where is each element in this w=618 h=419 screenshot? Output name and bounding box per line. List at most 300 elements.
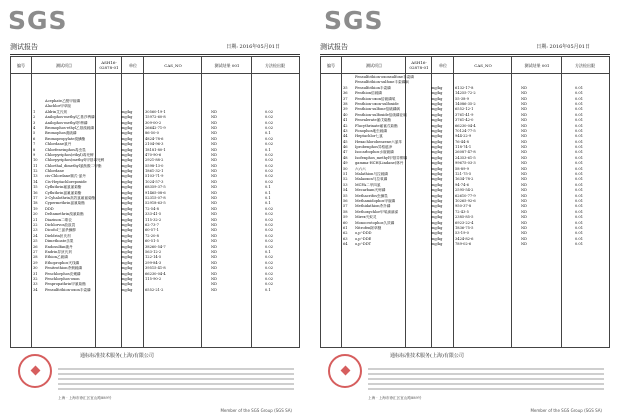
row-unit: mg/kg (431, 177, 443, 182)
row-cas: 115-90-2 (145, 276, 162, 281)
row-item: Fenthion-oxon倍硫磷氧 (355, 96, 396, 101)
row-item: o,p'-DDT (355, 242, 371, 247)
row-item: Aldrin艾氏剂 (45, 109, 68, 114)
row-cas: 1861-32-1 (145, 169, 164, 174)
row-number: 63 (343, 236, 348, 241)
table-row (11, 288, 299, 293)
row-cas: 76-44-8 (455, 139, 469, 144)
col-result: 测试结果 001 (524, 62, 550, 68)
row-item: Fenthion-sulfone倍硫磷砜 (355, 107, 400, 112)
row-cas: 55-38-9 (455, 96, 469, 101)
footer-member: Member of the SGS Group (SGS SA) (220, 408, 292, 413)
row-cas: 72-20-8 (145, 233, 159, 238)
row-number: 42 (343, 123, 348, 128)
row-limit: 0.02 (265, 222, 274, 227)
row-number: 13 (33, 174, 38, 179)
row-unit: mg/kg (431, 128, 443, 133)
row-unit: mg/kg (121, 131, 133, 136)
row-item: Fensulfothion-oxon丰索磷 (45, 287, 91, 292)
row-unit: mg/kg (121, 201, 133, 206)
row-number: 4 (33, 125, 36, 130)
row-unit: mg/kg (431, 172, 443, 177)
row-limit: 0.01 (575, 91, 584, 96)
row-cas: 2385-85-5 (455, 215, 474, 220)
row-item: Chlorthal_dimethyl氯酞酸二甲酯 (45, 163, 102, 168)
row-limit: 0.02 (265, 152, 274, 157)
table-body (321, 75, 609, 347)
row-item: Acephate乙酰甲胺磷 (45, 99, 81, 103)
row-cas: 6923-22-4 (455, 220, 474, 225)
row-item: Mecarbam灭蚜磷 (355, 188, 386, 193)
row-result: ND (211, 201, 218, 206)
row-number: 18 (33, 201, 38, 206)
row-number: 29 (33, 260, 38, 265)
row-unit: mg/kg (121, 249, 133, 254)
row-limit: 0.02 (265, 233, 274, 238)
row-limit: 0.02 (265, 179, 274, 184)
row-limit: 0.01 (575, 204, 584, 209)
row-cas: 1024-57-3 (145, 179, 164, 184)
row-cas: 68359-37-5 (145, 185, 166, 190)
row-unit: mg/kg (121, 125, 133, 130)
row-unit: mg/kg (431, 204, 443, 209)
row-limit: 0.02 (265, 169, 274, 174)
row-cas: 91465-08-6 (145, 190, 166, 195)
row-item: Anilophos-methyl乙基莎稗磷 (45, 115, 95, 120)
row-item: Isofenphos_methyl甲基异柳磷 (355, 155, 408, 160)
row-limit: 0.02 (265, 217, 274, 222)
row-cas: 26087-47-8 (455, 150, 476, 155)
row-cas: 563-12-2 (145, 249, 162, 254)
row-unit: mg/kg (121, 266, 133, 271)
row-item: Dicofol三氯杀螨醇 (45, 228, 76, 233)
row-cas: 4824-78-6 (145, 136, 164, 141)
company-seal-icon (18, 354, 52, 388)
row-item: Bromophos溴硫磷 (45, 131, 77, 136)
row-number: 10 (33, 158, 38, 163)
row-number: 15 (33, 185, 38, 190)
row-item: 六六六 (355, 166, 366, 171)
row-cas: 15972-60-8 (145, 115, 166, 120)
row-limit: 0.01 (575, 220, 584, 225)
row-unit: mg/kg (121, 120, 133, 125)
row-result: ND (211, 287, 218, 292)
row-item: Bromophos-ethyl乙基溴硫磷 (45, 125, 94, 130)
row-number: 30 (33, 266, 38, 271)
row-result: ND (211, 196, 218, 201)
row-number: 38 (343, 101, 348, 106)
company-seal-icon (328, 354, 362, 388)
row-number: 1 (33, 109, 36, 114)
table-header (321, 57, 609, 74)
row-result: ND (521, 225, 528, 230)
row-cas: 52315-07-8 (145, 196, 166, 201)
row-result: ND (211, 206, 218, 211)
row-result: ND (521, 145, 528, 150)
row-number: 6 (33, 136, 36, 141)
row-limit: 0.1 (265, 185, 271, 190)
row-number: 21 (33, 217, 38, 222)
row-cas: 3424-82-6 (455, 236, 474, 241)
row-limit: 0.02 (265, 276, 274, 281)
row-limit: 0.1 (265, 249, 271, 254)
row-unit: mg/kg (431, 150, 443, 155)
row-unit: mg/kg (431, 220, 443, 225)
row-item: gamma-HCH(Lindane)林丹 (355, 161, 404, 166)
row-result: ND (211, 255, 218, 260)
col-method: ASH16-02878-01 (99, 60, 119, 70)
row-number: 9 (33, 152, 36, 157)
row-number: 25 (33, 239, 38, 244)
row-item: Chlordane (45, 169, 64, 174)
row-number: 37 (343, 96, 348, 101)
row-limit: 0.01 (575, 123, 584, 128)
row-result: ND (521, 209, 528, 214)
row-limit: 0.01 (575, 96, 584, 101)
row-item: Fenchlorphos-oxon (45, 276, 80, 281)
footer-company: 通标标准技术服务(上海)有限公司 (390, 353, 464, 359)
row-result: ND (521, 166, 528, 171)
row-result: ND (211, 136, 218, 141)
row-item: Ethoprophos灭线磷 (45, 260, 80, 265)
row-item: Methidathion杀扑磷 (355, 204, 391, 209)
row-item: Endosulfan硫丹 (45, 244, 73, 249)
row-unit: mg/kg (121, 228, 133, 233)
col-limit: 方法检出限 (575, 62, 595, 68)
row-number: 35 (343, 85, 348, 90)
row-cas: 58-89-9 (455, 166, 469, 171)
row-cas: 309-00-2 (145, 120, 162, 125)
row-result: ND (211, 152, 218, 157)
row-item: Endrin异狄氏剂 (45, 249, 72, 254)
row-limit: 0.01 (575, 231, 584, 236)
row-number: 62 (343, 231, 348, 236)
row-cas: 5598-13-0 (145, 163, 164, 168)
row-unit: mg/kg (121, 163, 133, 168)
row-unit: mg/kg (431, 112, 443, 117)
row-unit: mg/kg (431, 161, 443, 166)
row-item: Fenchlorphos皮蝇磷 (45, 271, 81, 276)
row-unit: mg/kg (431, 134, 443, 139)
row-cas: 121-75-5 (455, 172, 472, 177)
row-unit: mg/kg (121, 142, 133, 147)
row-result: ND (211, 120, 218, 125)
row-unit: mg/kg (431, 193, 443, 198)
col-result: 测试结果 001 (214, 62, 240, 68)
row-result: ND (521, 242, 528, 247)
row-item: Fonophos地虫硫磷 (355, 128, 387, 133)
row-item: Dimethoate乐果 (45, 239, 74, 244)
row-limit: 0.01 (575, 101, 584, 106)
row-limit: 0.01 (575, 161, 584, 166)
row-number: 16 (33, 190, 38, 195)
report-title: 测试报告 (320, 43, 348, 51)
row-unit: mg/kg (121, 222, 133, 227)
row-result: ND (521, 177, 528, 182)
row-cas: 2921-88-2 (145, 158, 164, 163)
row-limit: 0.01 (575, 145, 584, 150)
row-cas: 299-84-3 (145, 260, 162, 265)
row-number: 2 (33, 115, 36, 120)
row-number: 46 (343, 145, 348, 150)
row-cas: 115-32-2 (145, 217, 162, 222)
row-result: ND (211, 115, 218, 120)
row-item: λ-Cyhalothrin高效氯氟氰菊酯 (45, 196, 96, 201)
page-footer (10, 352, 300, 414)
row-result: ND (521, 204, 528, 209)
row-number: 32 (33, 276, 38, 281)
report-date: 日期: 2016年05月01日 (226, 44, 280, 50)
row-result: ND (211, 179, 218, 184)
row-number: 12 (33, 169, 38, 174)
footer-address: 上海 · 上海市徐汇区宜山路889号 (58, 396, 112, 400)
row-result: ND (211, 131, 218, 136)
row-cas: 86-50-0 (145, 131, 159, 136)
row-number: 3 (33, 120, 36, 125)
row-item: Chlorpyriphos(ethyl)毒死蜱 (45, 152, 94, 157)
row-result: ND (521, 96, 528, 101)
results-table (320, 56, 610, 348)
row-item: Fenvalerate氰戊菊酯 (355, 118, 391, 123)
row-cas: 99675-03-3 (455, 161, 476, 166)
row-unit: mg/kg (121, 169, 133, 174)
row-cas: 60-51-5 (145, 239, 159, 244)
row-result: ND (521, 134, 528, 139)
row-item: Malaoxon马拉氧磷 (355, 177, 388, 182)
row-item: Heptachlor七氯 (355, 134, 383, 139)
row-result: ND (521, 155, 528, 160)
row-limit: 0.02 (265, 109, 274, 114)
row-number: 45 (343, 139, 348, 144)
sgs-logo: SGS (324, 6, 384, 35)
row-item: Fenpropathrin甲氰菊酯 (45, 282, 86, 287)
row-result: ND (521, 123, 528, 128)
row-result: ND (521, 85, 528, 90)
row-limit: 0.02 (265, 115, 274, 120)
row-result: ND (211, 260, 218, 265)
row-item: Cypermethrin氯氰菊酯 (45, 201, 85, 206)
row-unit: mg/kg (431, 85, 443, 90)
row-unit: mg/kg (121, 255, 133, 260)
row-cas: 6552-12-1 (455, 107, 474, 112)
row-item: Alachlor甲草胺 (45, 104, 72, 109)
page-header (320, 42, 610, 55)
report-date: 日期: 2016年05月01日 (536, 44, 590, 50)
row-number: 27 (33, 249, 38, 254)
row-item: Methacrifos虫螨畏 (355, 193, 388, 198)
row-unit: mg/kg (431, 107, 443, 112)
row-unit: mg/kg (121, 179, 133, 184)
row-result: ND (211, 169, 218, 174)
row-item: Monocrotophos久效磷 (355, 220, 395, 225)
row-item: Dieldrin狄氏剂 (45, 233, 71, 238)
row-number: 24 (33, 233, 38, 238)
row-number: 11 (33, 163, 38, 168)
table-body (11, 99, 299, 347)
row-number: 58 (343, 209, 348, 214)
row-number: 22 (33, 222, 38, 227)
row-limit: 0.01 (575, 118, 584, 123)
row-item: Fenthion-sulfoxide倍硫磷亚砜 (355, 112, 407, 117)
row-unit: mg/kg (121, 287, 133, 292)
row-unit: mg/kg (431, 215, 443, 220)
report-page-left (4, 0, 304, 419)
row-unit: mg/kg (121, 217, 133, 222)
row-number: 50 (343, 166, 348, 171)
row-number: 20 (33, 212, 38, 217)
row-cas: 5103-71-9 (145, 174, 164, 179)
row-limit: 0.01 (575, 150, 584, 155)
row-limit: 0.02 (265, 136, 274, 141)
row-result: ND (521, 193, 528, 198)
row-limit: 0.02 (265, 255, 274, 260)
row-number: 39 (343, 107, 348, 112)
row-item: Chlorfenvinphos毒虫畏 (45, 147, 86, 152)
row-number: 28 (33, 255, 38, 260)
row-cas: 10265-92-6 (455, 198, 476, 203)
row-limit: 0.02 (265, 206, 274, 211)
row-number: 52 (343, 177, 348, 182)
row-limit: 0.01 (575, 134, 584, 139)
row-result: ND (521, 182, 528, 187)
row-item: Iprobenphos异稻瘟净 (355, 145, 393, 150)
row-limit: 0.01 (575, 225, 584, 230)
row-number: 43 (343, 128, 348, 133)
row-unit: mg/kg (121, 136, 133, 141)
row-cas: 6552-21-2 (145, 287, 164, 292)
row-unit: mg/kg (431, 198, 443, 203)
row-number: 41 (343, 118, 348, 123)
table-row (321, 242, 609, 247)
row-unit: mg/kg (431, 182, 443, 187)
row-result: ND (521, 139, 528, 144)
row-cas: 789-02-6 (455, 242, 472, 247)
row-item: Cyfluthrin氯氟氰菊酯 (45, 190, 82, 195)
footer-member: Member of the SGS Group (SGS SA) (530, 408, 602, 413)
row-item: Mirex灭蚁灵 (355, 215, 377, 220)
row-cas: 333-41-5 (145, 212, 162, 217)
row-unit: mg/kg (121, 206, 133, 211)
row-item: Cis-Heptachlorepoxide (45, 179, 87, 184)
row-limit: 0.01 (575, 242, 584, 247)
row-number: 59 (343, 215, 348, 220)
row-unit: mg/kg (121, 174, 133, 179)
row-result: ND (521, 150, 528, 155)
row-item: Fensulfothion-oxonsulfone丰索磷 (355, 75, 414, 79)
row-result: ND (521, 101, 528, 106)
row-unit: mg/kg (121, 212, 133, 217)
row-result: ND (521, 107, 528, 112)
row-number: 47 (343, 150, 348, 155)
row-result: ND (211, 271, 218, 276)
row-number: 54 (343, 188, 348, 193)
row-result: ND (211, 276, 218, 281)
row-limit: 0.02 (265, 239, 274, 244)
row-item: o,p'-DDE (355, 236, 372, 241)
row-item: Nitrofen除草醚 (355, 225, 382, 230)
row-limit: 0.01 (575, 209, 584, 214)
row-cas: 14086-35-2 (455, 101, 476, 106)
row-number: 34 (33, 287, 38, 292)
row-limit: 0.01 (575, 236, 584, 241)
page-footer (320, 352, 610, 414)
row-result: ND (211, 147, 218, 152)
row-unit: mg/kg (121, 260, 133, 265)
row-limit: 0.01 (575, 215, 584, 220)
row-item: Hexachlorobenzene六氯苯 (355, 139, 402, 144)
row-result: ND (211, 174, 218, 179)
row-limit: 0.01 (575, 198, 584, 203)
row-result: ND (521, 172, 528, 177)
row-result: ND (211, 163, 218, 168)
row-unit: mg/kg (431, 188, 443, 193)
row-item: DDD (45, 206, 54, 211)
row-limit: 0.02 (265, 163, 274, 168)
row-limit: 0.1 (265, 147, 271, 152)
row-item: Chlordane氯丹 (45, 142, 72, 147)
row-number: 26 (33, 244, 38, 249)
row-limit: 0.01 (575, 107, 584, 112)
row-unit: mg/kg (431, 166, 443, 171)
row-result: ND (211, 244, 218, 249)
row-unit: mg/kg (121, 244, 133, 249)
row-unit: mg/kg (431, 139, 443, 144)
row-cas: 2595-54-2 (455, 188, 474, 193)
row-result: ND (211, 222, 218, 227)
row-number: 5 (33, 131, 36, 136)
row-result: ND (211, 282, 218, 287)
row-limit: 0.01 (575, 166, 584, 171)
row-number: 53 (343, 182, 348, 187)
row-limit: 0.01 (575, 112, 584, 117)
table-header (11, 57, 299, 74)
row-number: 36 (343, 91, 348, 96)
row-item: Fenthion倍硫磷 (355, 91, 382, 96)
row-number: 57 (343, 204, 348, 209)
row-unit: mg/kg (121, 282, 133, 287)
row-cas: 62610-77-9 (455, 193, 476, 198)
row-cas: 14255-72-2 (455, 91, 476, 96)
row-limit: 0.1 (265, 287, 271, 292)
row-unit: mg/kg (431, 101, 443, 106)
row-unit: mg/kg (431, 145, 443, 150)
row-cas: 122-14-5 (145, 255, 162, 260)
row-result: ND (211, 228, 218, 233)
row-cas: 66230-04-4 (455, 123, 476, 128)
row-limit: 0.02 (265, 125, 274, 130)
row-cas: 94-74-6 (455, 182, 469, 187)
row-result: ND (211, 109, 218, 114)
row-unit: mg/kg (121, 233, 133, 238)
row-item: Fensulfothion-sulfone丰索磷砜 (355, 80, 409, 85)
row-result: ND (211, 249, 218, 254)
row-unit: mg/kg (121, 276, 133, 281)
row-cas: 60-57-1 (145, 228, 159, 233)
row-number: 19 (33, 206, 38, 211)
col-no: 编号 (327, 62, 335, 68)
row-unit: mg/kg (431, 118, 443, 123)
row-item: Fenthion-oxon-sulfoxide (355, 101, 399, 106)
row-limit: 0.01 (575, 177, 584, 182)
col-limit: 方法检出限 (265, 62, 285, 68)
row-unit: mg/kg (121, 190, 133, 195)
row-result: ND (211, 142, 218, 147)
row-result: ND (521, 188, 528, 193)
row-result: ND (521, 220, 528, 225)
row-cas: 72-54-8 (145, 206, 159, 211)
row-cas: 70124-77-5 (455, 128, 476, 133)
row-unit: mg/kg (431, 231, 443, 236)
